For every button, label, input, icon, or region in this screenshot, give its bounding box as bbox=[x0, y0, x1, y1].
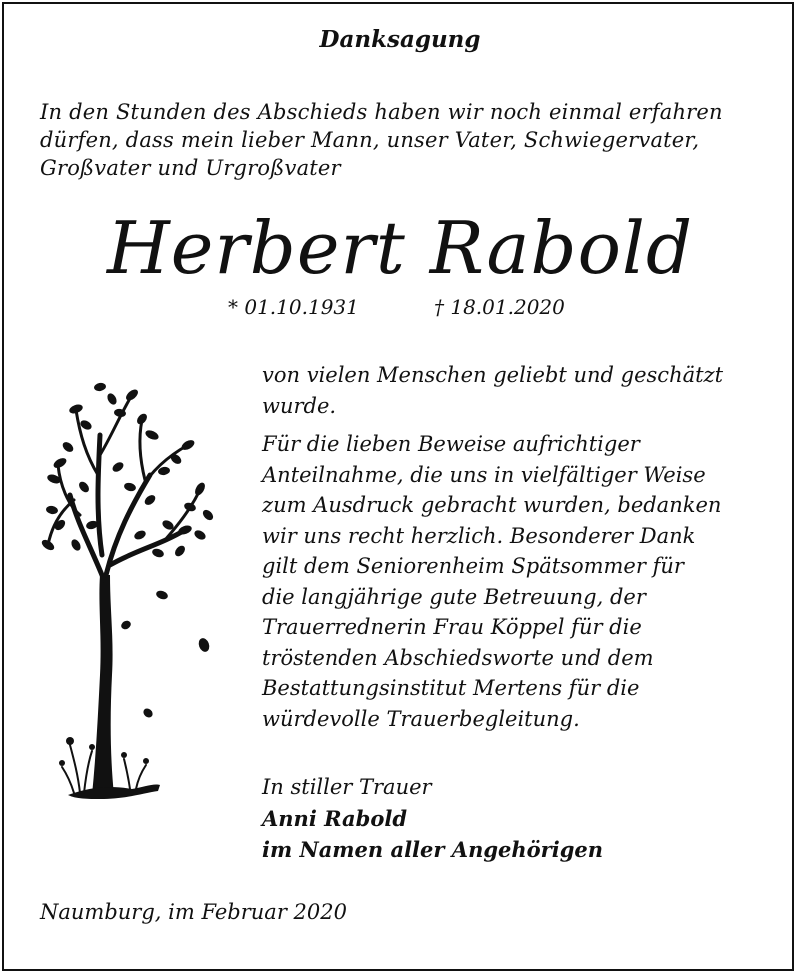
intro-text bbox=[40, 98, 770, 182]
life-dates bbox=[228, 295, 565, 319]
intro-line: dürfen, dass mein lieber Mann, unser Vater, Schwiegervater, bbox=[40, 128, 700, 152]
body-line: wurde. bbox=[262, 393, 337, 418]
signer-name: Anni Rabold bbox=[262, 806, 408, 831]
body-line: von vielen Menschen geliebt und geschätzt bbox=[262, 363, 724, 387]
body-line: Bestattungsinstitut Mertens für die bbox=[262, 676, 640, 700]
place-date: Naumburg, im Februar 2020 bbox=[40, 900, 347, 924]
thanks-paragraph bbox=[262, 429, 782, 734]
body-line: zum Ausdruck gebracht wurden, bedanken bbox=[262, 493, 722, 517]
thanks-text bbox=[262, 360, 782, 734]
body-line: Für die lieben Beweise aufrichtiger bbox=[262, 432, 640, 456]
closing-intro: In stiller Trauer bbox=[262, 775, 432, 799]
intro-line: In den Stunden des Abschieds haben wir noch einmal erfahren bbox=[40, 100, 723, 124]
intro-line: Großvater und Urgroßvater bbox=[40, 156, 341, 180]
tree-icon bbox=[40, 375, 220, 805]
signer-family: im Namen aller Angehörigen bbox=[262, 837, 604, 862]
deceased-name: Herbert Rabold bbox=[106, 206, 694, 290]
body-line: Anteilnahme, die uns in vielfältiger Weise bbox=[262, 462, 706, 487]
death-date: † 18.01.2020 bbox=[434, 295, 565, 319]
body-line: gilt dem Seniorenheim Spätsommer für bbox=[262, 554, 684, 578]
body-line: wir uns recht herzlich. Besonderer Dank bbox=[262, 523, 696, 548]
body-line: würdevolle Trauerbegleitung. bbox=[262, 706, 580, 731]
body-line: Trauerrednerin Frau Köppel für die bbox=[262, 615, 642, 639]
body-line: tröstenden Abschiedsworte und dem bbox=[262, 645, 654, 670]
notice-title: Danksagung bbox=[319, 26, 481, 53]
birth-date: * 01.10.1931 bbox=[228, 295, 359, 319]
closing-block bbox=[262, 772, 603, 865]
body-line: die langjährige gute Betreuung, der bbox=[262, 584, 646, 609]
